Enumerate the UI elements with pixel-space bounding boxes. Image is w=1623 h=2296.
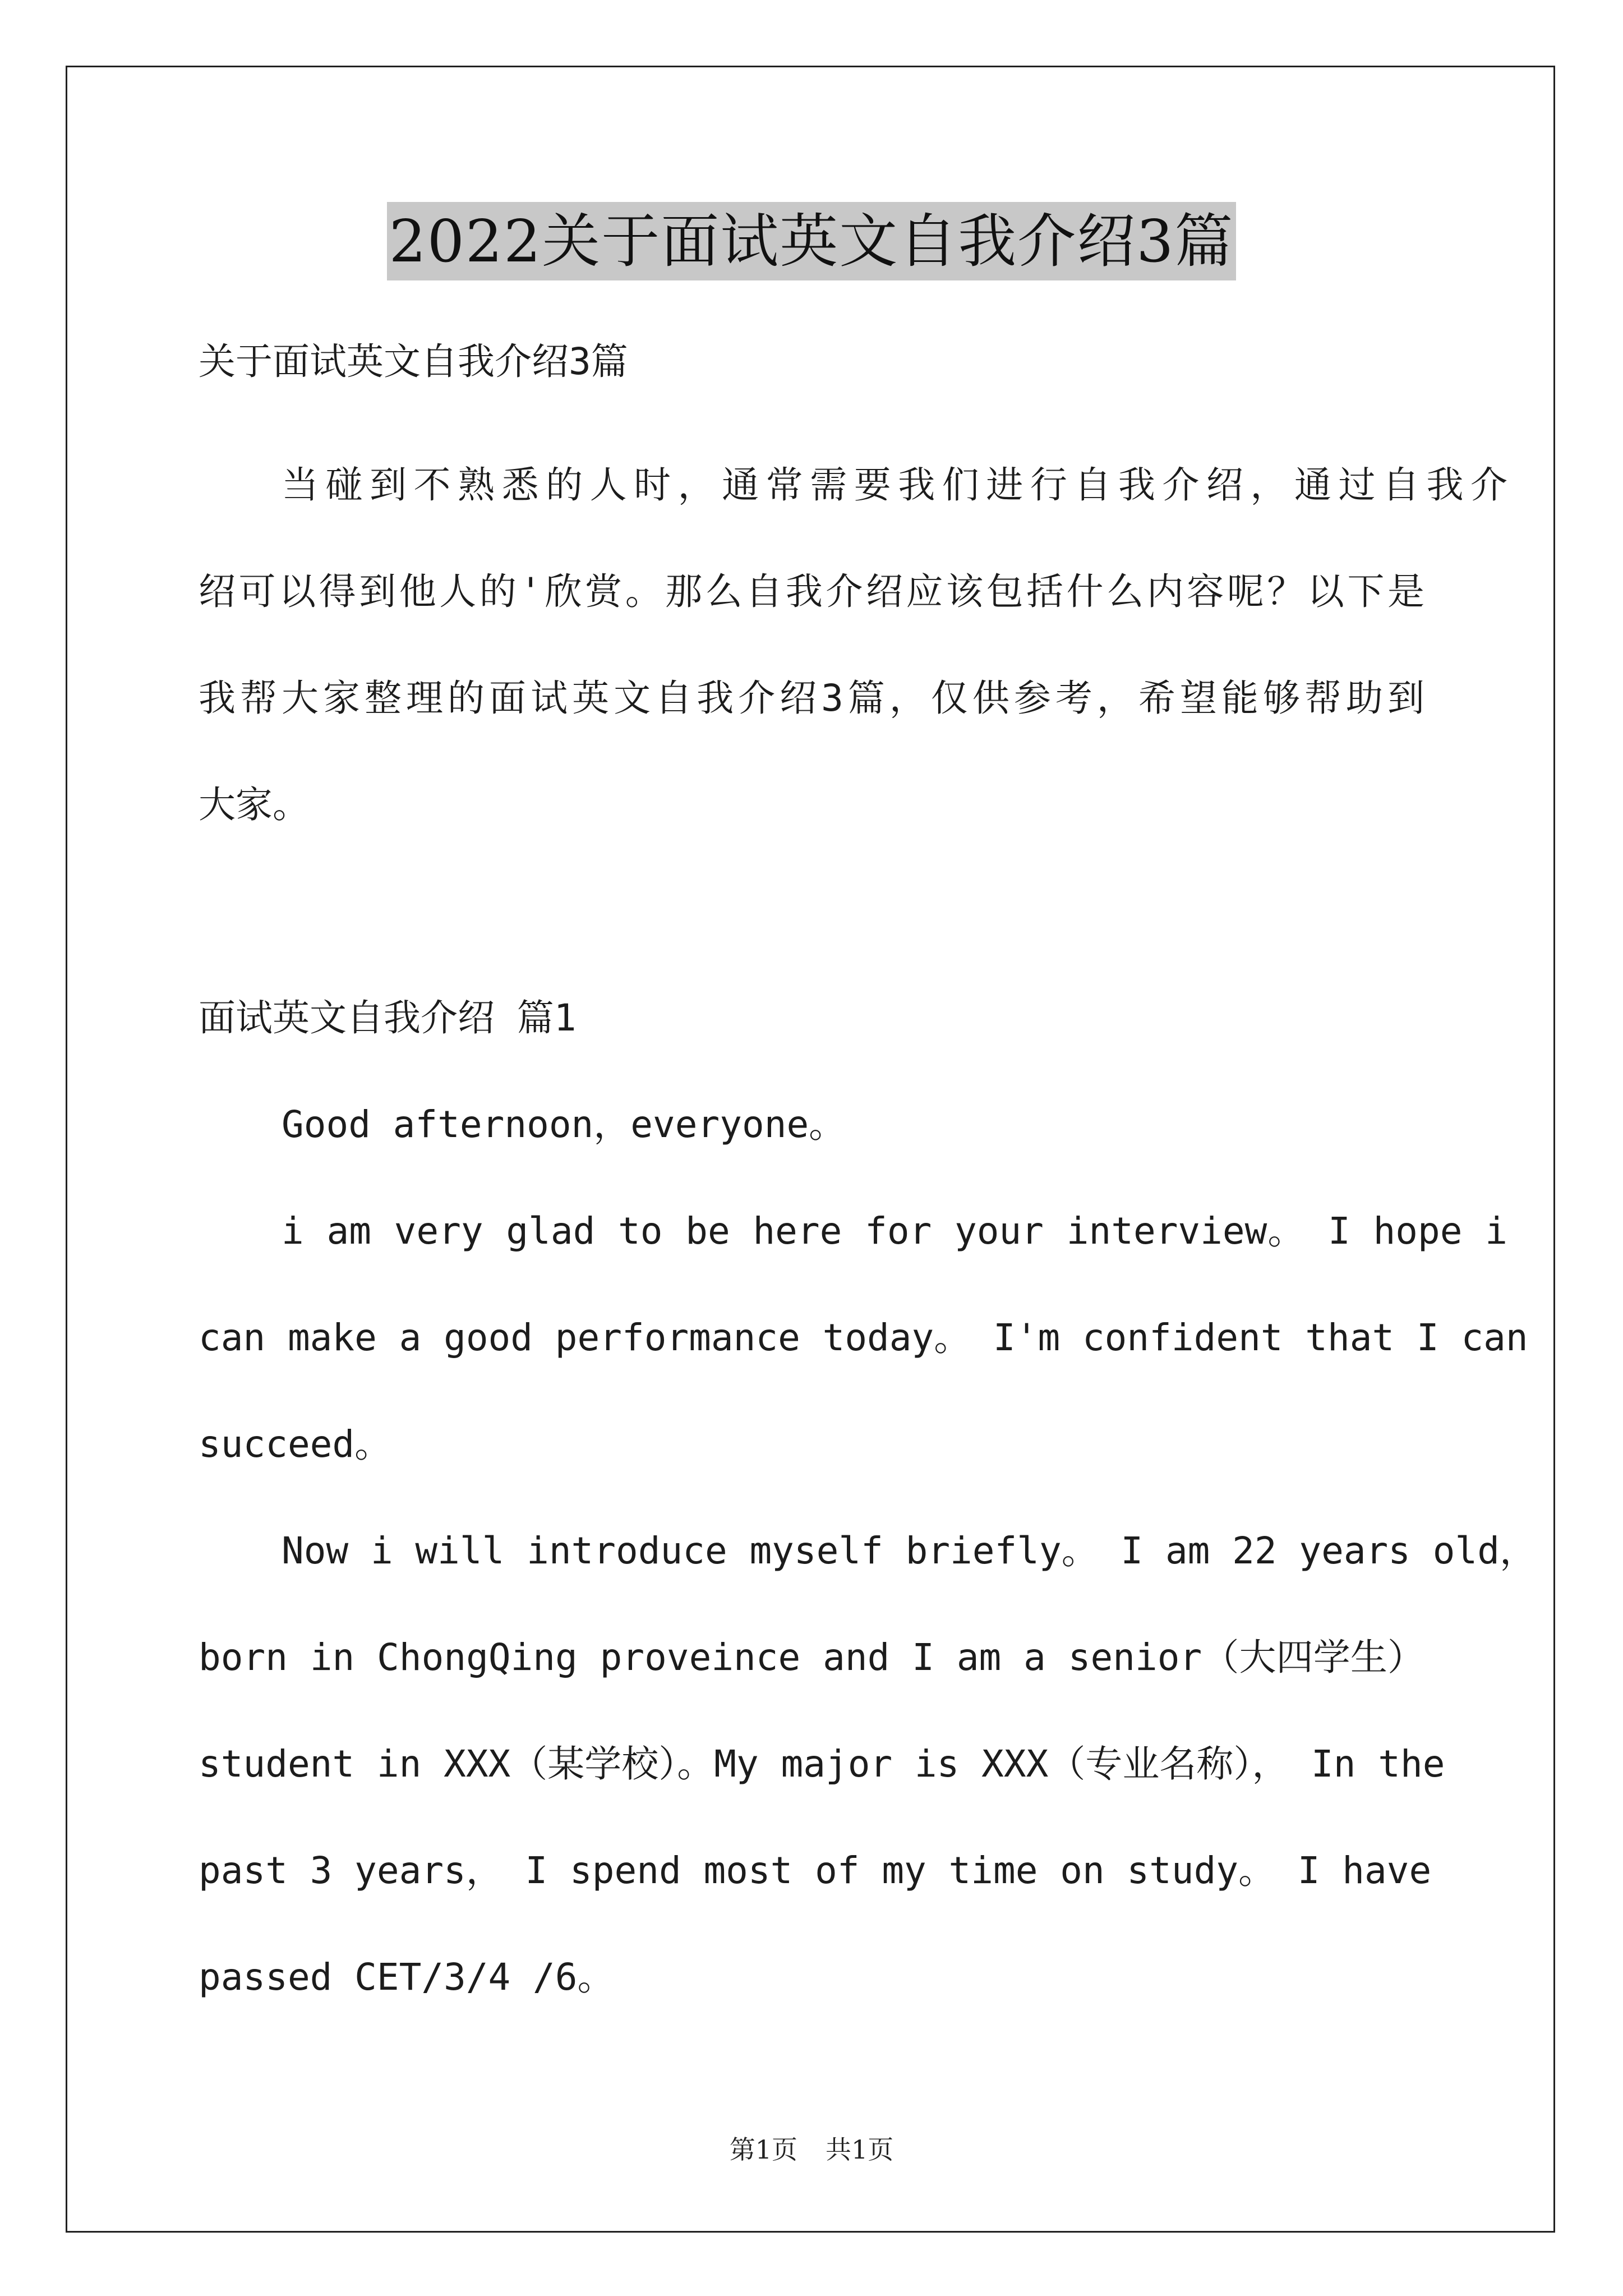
intro-line: 绍可以得到他人的'欣赏。那么自我介绍应该包括什么内容呢？以下是 [199, 570, 1424, 613]
title-area [0, 202, 1623, 280]
paragraph-line: can make a good performance today。 I'm confident that I can [199, 1316, 1528, 1359]
intro-line: 当碰到不熟悉的人时，通常需要我们进行自我介绍，通过自我介 [282, 463, 1507, 507]
paragraph-line: i am very glad to be here for your interview。 I hope i [282, 1209, 1507, 1253]
intro-line: 我帮大家整理的面试英文自我介绍3篇，仅供参考，希望能够帮助到 [199, 677, 1424, 720]
paragraph-line: Now i will introduce myself briefly。 I am 22 years old， [282, 1529, 1537, 1572]
intro-line: 大家。 [199, 783, 310, 826]
paragraph-line: student in XXX（某学校）。My major is XXX（专业名称）， In the [199, 1742, 1445, 1786]
paragraph-line: born in ChongQing proveince and I am a senior（大四学生） [199, 1636, 1424, 1679]
paragraph-line: past 3 years， I spend most of my time on study。 I have [199, 1849, 1432, 1892]
document-subtitle: 关于面试英文自我介绍3篇 [199, 340, 628, 383]
paragraph-line: passed CET/3/4 /6。 [199, 1955, 615, 1999]
page-total: 共1页 [826, 2134, 894, 2165]
page-number: 第1页 [729, 2134, 797, 2165]
paragraph-line: succeed。 [199, 1423, 392, 1466]
section-heading: 面试英文自我介绍 篇1 [199, 996, 577, 1039]
paragraph-line: Good afternoon，everyone。 [282, 1103, 846, 1146]
document-title: 2022关于面试英文自我介绍3篇 [387, 202, 1237, 280]
page-footer [0, 2133, 1623, 2166]
